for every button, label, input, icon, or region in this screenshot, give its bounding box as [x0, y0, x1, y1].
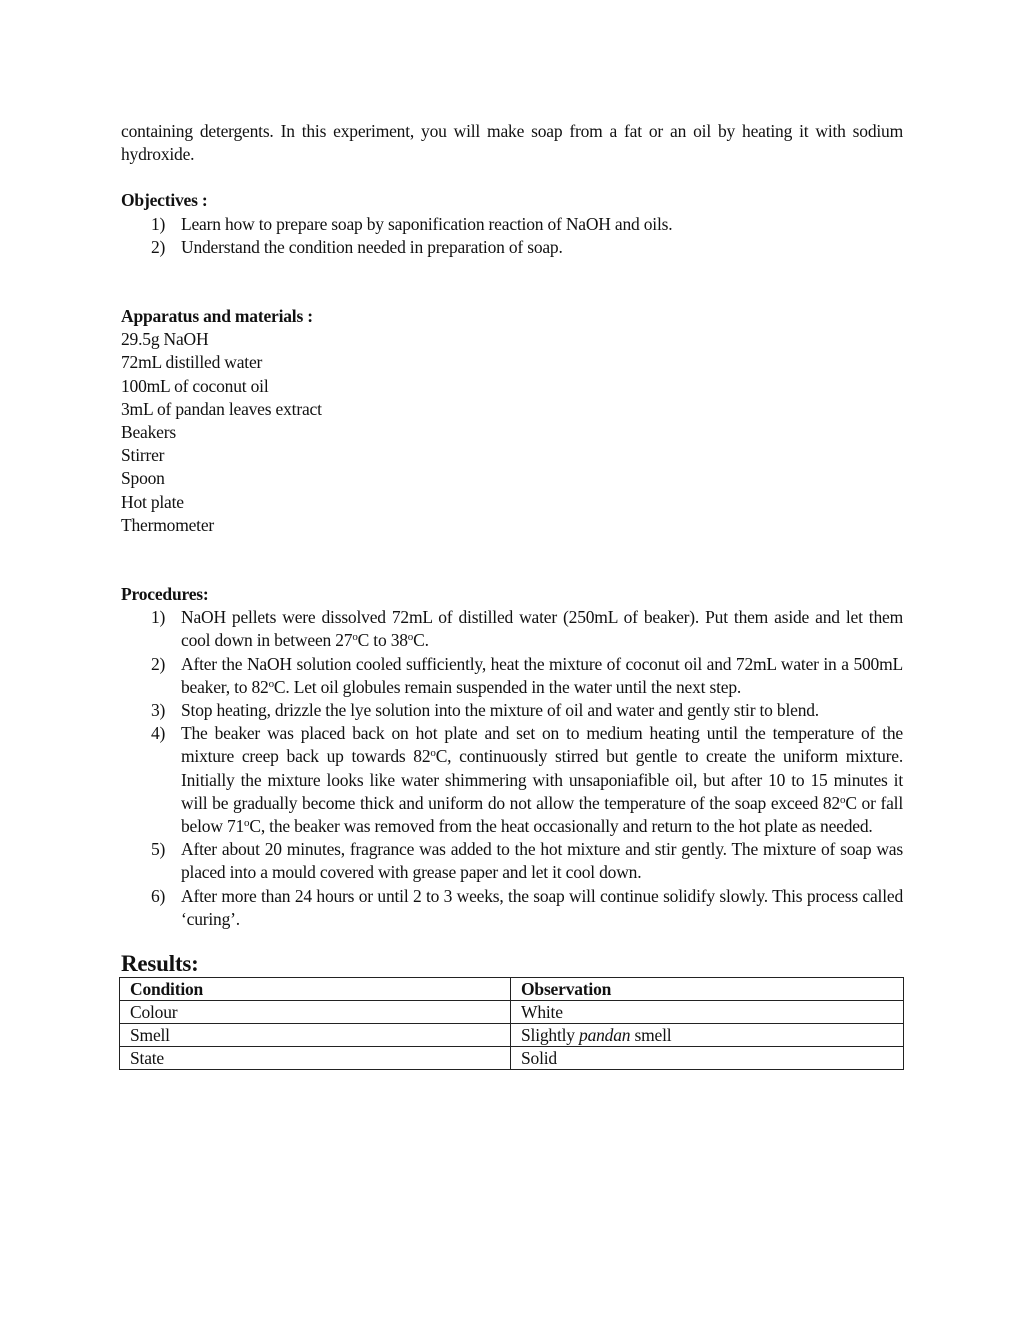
procedures-list: [121, 606, 903, 931]
degree-superscript: o: [840, 793, 846, 806]
step-text: C, the beaker was removed from the heat occasionally and return to the hot plate as needed.: [249, 816, 873, 837]
list-number: 1): [151, 213, 166, 234]
objective-item: [121, 213, 903, 236]
condition-cell: State: [120, 1047, 511, 1070]
table-header-row: [120, 978, 904, 1001]
objective-text: Understand the condition needed in preparation of soap.: [181, 236, 563, 257]
spacer: [121, 537, 903, 583]
step-text: C, continuously stirred but gentle to create the uniform mixture. Initially the mixture looks like water shimmering with unsaponiafible oil, but after 10 to 15 minutes it will be gradually become thick and uniform do not allow the temperature of the soap exceed 82: [181, 746, 903, 813]
step-text: The beaker was placed back on hot plate and set on to medium heating until the temperature of the mixture creep back up towards 82: [181, 723, 903, 767]
observation-suffix: smell: [630, 1025, 672, 1046]
step-text: After more than 24 hours or until 2 to 3 weeks, the soap will continue solidify slowly. This process called ‘curing’.: [181, 885, 903, 929]
intro-paragraph: containing detergents. In this experiment, you will make soap from a fat or an oil by heating it with sodium hydroxide.: [121, 121, 903, 165]
degree-superscript: o: [268, 677, 274, 690]
table-row: [120, 1001, 904, 1024]
step-text: C. Let oil globules remain suspended in the water until the next step.: [273, 676, 742, 697]
spacer: [121, 166, 903, 189]
column-header-condition: Condition: [120, 978, 511, 1001]
table-row: [120, 1047, 904, 1070]
spacer: [121, 259, 903, 305]
observation-cell: [511, 1024, 904, 1047]
list-number: 2): [151, 236, 166, 257]
step-text: Stop heating, drizzle the lye solution into the mixture of oil and water and gently stir to blend.: [181, 700, 819, 721]
apparatus-item: 72mL distilled water: [121, 352, 263, 373]
apparatus-item: Stirrer: [121, 445, 165, 466]
procedure-step: [121, 838, 903, 884]
step-text: After the NaOH solution cooled sufficiently, heat the mixture of coconut oil and 72mL water in a 500mL beaker, to 82: [181, 653, 903, 697]
step-text: NaOH pellets were dissolved 72mL of distilled water (250mL of beaker). Put them aside and let them cool down in between 27: [181, 607, 903, 651]
step-text: C to 38: [357, 630, 408, 651]
spacer: [121, 931, 903, 951]
step-text: C.: [413, 630, 429, 651]
degree-superscript: o: [352, 631, 358, 644]
objectives-list: [121, 213, 903, 259]
objective-item: [121, 236, 903, 259]
list-number: 3): [151, 700, 166, 721]
procedure-step: [121, 606, 903, 652]
condition-cell: Smell: [120, 1024, 511, 1047]
observation-cell: White: [511, 1001, 904, 1024]
list-number: 5): [151, 839, 166, 860]
degree-superscript: o: [407, 631, 414, 644]
procedure-step: [121, 722, 903, 838]
apparatus-item: Thermometer: [121, 514, 215, 535]
list-number: 2): [151, 653, 166, 674]
apparatus-item: 29.5g NaOH: [121, 329, 209, 350]
procedure-step: [121, 885, 903, 931]
apparatus-item: 100mL of coconut oil: [121, 375, 269, 396]
list-number: 6): [151, 885, 166, 906]
apparatus-item: Beakers: [121, 422, 176, 443]
results-table: [119, 977, 904, 1070]
objectives-heading: Objectives :: [121, 190, 208, 211]
step-text: After about 20 minutes, fragrance was added to the hot mixture and stir gently. The mixture of soap was placed into a mould covered with grease paper and let it cool down.: [181, 839, 903, 883]
degree-superscript: o: [244, 817, 250, 830]
observation-italic: pandan: [579, 1025, 631, 1046]
procedure-step: [121, 653, 903, 699]
apparatus-item: Hot plate: [121, 491, 184, 512]
condition-cell: Colour: [120, 1001, 511, 1024]
observation-cell: Solid: [511, 1047, 904, 1070]
document-page: [121, 120, 903, 1070]
table-row: [120, 1024, 904, 1047]
observation-prefix: Slightly: [521, 1025, 580, 1046]
degree-superscript: o: [430, 747, 436, 760]
step-text: C or fall below 71: [181, 792, 903, 837]
results-heading: Results:: [121, 951, 199, 977]
apparatus-item: Spoon: [121, 468, 165, 489]
list-number: 1): [151, 607, 166, 628]
list-number: 4): [151, 723, 166, 744]
objective-text: Learn how to prepare soap by saponification reaction of NaOH and oils.: [181, 213, 673, 234]
apparatus-item: 3mL of pandan leaves extract: [121, 398, 322, 419]
apparatus-list: [121, 328, 903, 537]
procedures-heading: Procedures:: [121, 584, 209, 605]
column-header-observation: Observation: [511, 978, 904, 1001]
apparatus-heading: Apparatus and materials :: [121, 306, 313, 327]
procedure-step: [121, 699, 903, 722]
